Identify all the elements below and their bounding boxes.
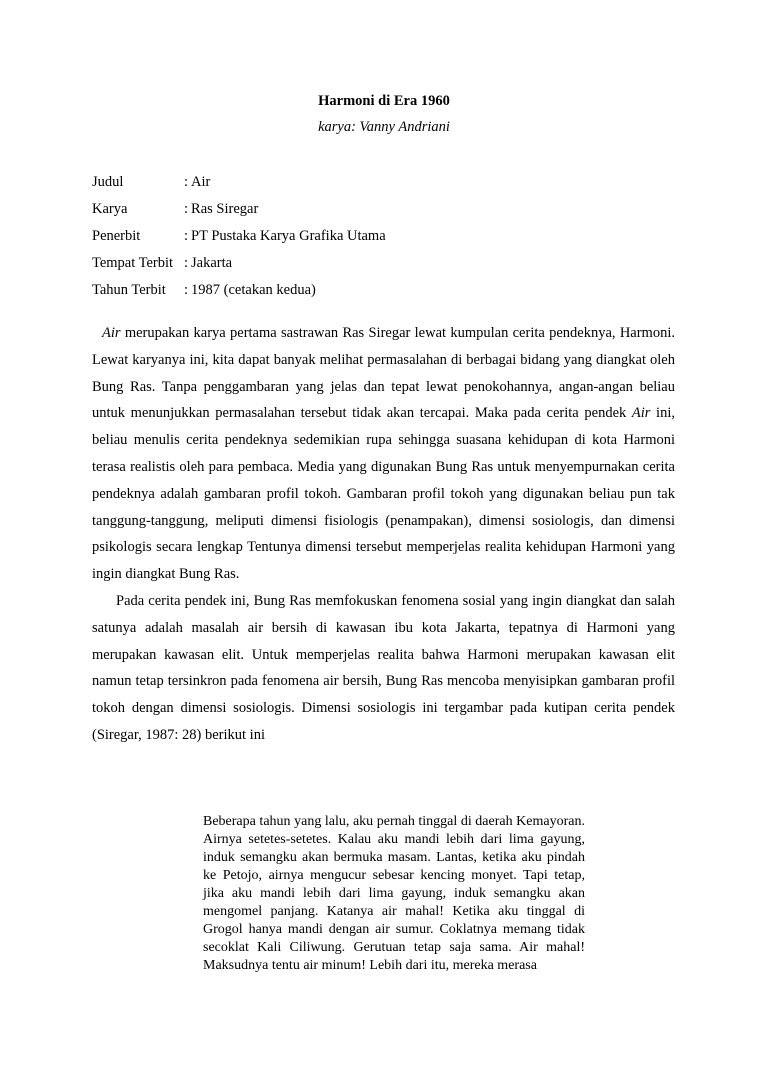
- paragraph-2: Pada cerita pendek ini, Bung Ras memfokuskan fenomena sosial yang ingin diangkat dan salah satunya adalah masalah air bersih di kawasan ibu kota Jakarta, tepatnya di Harmoni yang merupakan kawasan elit. Untuk memperjelas realita bahwa Harmoni merupakan kawasan elit namun tetap tersinkron pada fenomena air bersih, Bung Ras mencoba menyisipkan gambaran profil tokoh dengan dimensi sosiologis. Dimensi sosiologis ini tergambar pada kutipan cerita pendek (Siregar, 1987: 28) berikut ini: [92, 592, 675, 743]
- document-author: karya: Vanny Andriani: [318, 119, 450, 135]
- italic-title: Air: [631, 405, 651, 422]
- italic-title: Air: [102, 325, 121, 341]
- paragraph-1: [92, 320, 675, 588]
- meta-separator: :: [184, 282, 189, 298]
- meta-row-tahun-terbit: [92, 281, 386, 308]
- document-title: Harmoni di Era 1960: [318, 93, 450, 109]
- meta-label: Tahun Terbit: [92, 282, 166, 298]
- paragraph-text: ini, beliau menulis cerita pendeknya sedemikian rupa sehingga suasana kehidupan di kota Harmoni terasa realistis oleh para pembaca. Media yang digunakan Bung Ras untuk menyempurnakan cerita pendeknya adalah gambaran profil tokoh. Gambaran profil tokoh yang digunakan beliau pun tak tanggung-tanggung, meliputi dimensi fisiologis (penampakan), dimensi sosiologis, dan dimensi psikologis secara lengkap Tentunya dimensi tersebut memperjelas realita kehidupan Harmoni yang ingin diangkat Bung Ras.: [92, 405, 675, 583]
- meta-row-judul: [92, 173, 386, 200]
- bibliographic-info: [92, 173, 386, 308]
- meta-row-penerbit: [92, 227, 386, 254]
- meta-label: Karya: [92, 201, 128, 217]
- meta-label: Judul: [92, 174, 124, 190]
- meta-separator: :: [184, 255, 189, 271]
- meta-separator: :: [184, 174, 189, 190]
- meta-label: Tempat Terbit: [92, 255, 174, 271]
- meta-value: Air: [191, 174, 211, 190]
- meta-row-tempat-terbit: [92, 254, 386, 281]
- meta-row-karya: [92, 200, 386, 227]
- body-text: [92, 320, 675, 749]
- meta-value: PT Pustaka Karya Grafika Utama: [191, 228, 386, 244]
- meta-value: Ras Siregar: [191, 201, 259, 217]
- meta-value: 1987 (cetakan kedua): [191, 282, 316, 298]
- meta-value: Jakarta: [191, 255, 233, 271]
- meta-separator: :: [184, 201, 189, 217]
- meta-label: Penerbit: [92, 228, 141, 244]
- block-quote: Beberapa tahun yang lalu, aku pernah tinggal di daerah Kemayoran. Airnya setetes-setetes. Kalau aku mandi lebih dari lima gayung, induk semangku akan bermuka masam. Lantas, ketika aku pindah ke Petojo, airnya mengucur sebesar kencing monyet. Tapi tetap, jika aku mandi lebih dari lima gayung, induk semangku akan mengomel panjang. Katanya air mahal! Ketika aku tinggal di Grogol hanya mandi dengan air sumur. Coklatnya memang tidak secoklat Kali Ciliwung. Gerutuan tetap saja sama. Air mahal! Maksudnya tentu air minum! Lebih dari itu, mereka merasa: [203, 814, 585, 973]
- paragraph-text: merupakan karya pertama sastrawan Ras Siregar lewat kumpulan cerita pendeknya, Harmoni. Lewat karyanya ini, kita dapat banyak melihat permasalahan di berbagai bidang yang diangkat oleh Bung Ras. Tanpa penggambaran yang jelas dan tepat lewat penokohannya, angan-angan beliau untuk menunjukkan permasalahan tersebut tidak akan tercapai. Maka pada cerita pendek: [92, 325, 675, 422]
- meta-separator: :: [184, 228, 189, 244]
